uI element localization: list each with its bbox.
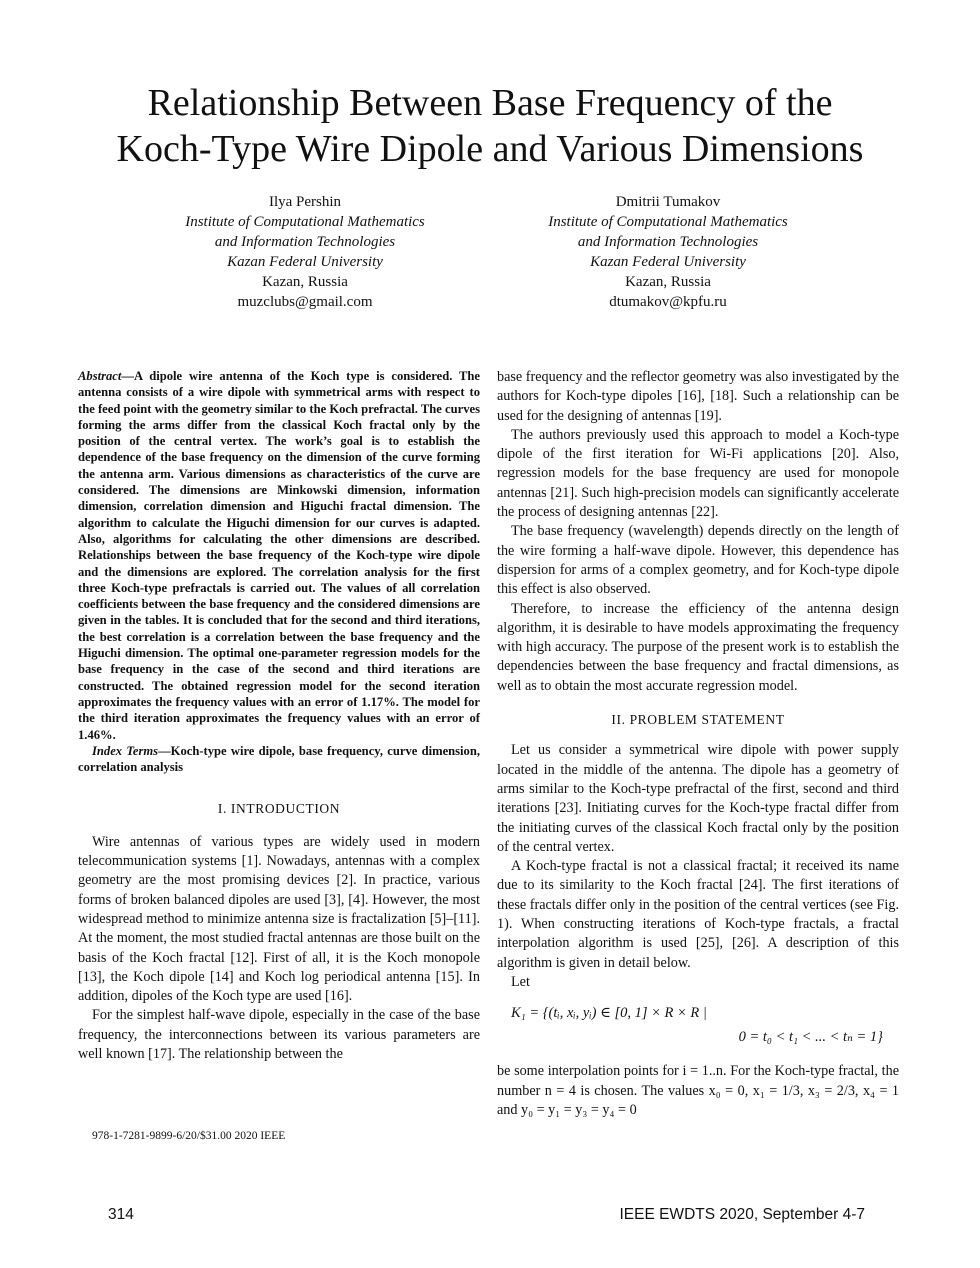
author-name: Ilya Pershin bbox=[268, 194, 342, 210]
author-affiliation: and Information Technologies bbox=[577, 234, 759, 250]
author-email: dtumakov@kpfu.ru bbox=[609, 294, 727, 310]
author-university: Kazan Federal University bbox=[227, 254, 383, 270]
index-terms bbox=[78, 743, 480, 776]
author-city: Kazan, Russia bbox=[262, 274, 348, 290]
left-column bbox=[78, 368, 480, 1064]
abstract-lead: Abstract bbox=[78, 369, 122, 383]
section-heading-problem-statement: II. PROBLEM STATEMENT bbox=[611, 712, 785, 728]
author-city: Kazan, Russia bbox=[625, 274, 711, 290]
paragraph: Let us consider a symmetrical wire dipole with power supply located in the middle of the antenna. The dipole has a geometry of arms similar to the Koch-type prefractal of the first, second and third iterations [23]. Initiating curves for the Koch-type fractal differ from the initiating curves of the classical Koch fractal only by the position of the central vertex. bbox=[497, 742, 899, 855]
author-name: Dmitrii Tumakov bbox=[615, 194, 721, 210]
paragraph: be some interpolation points for i = 1..n. For the Koch-type fractal, the number n = 4 is chosen. The values x₀ = 0, x₁ = 1/3, x₃ = 2/3, x₄ = 1 and y₀ = y₁ = y₃ = y₄ = 0 bbox=[497, 1063, 899, 1118]
equation-line-1: K₁ = {(tᵢ, xᵢ, yᵢ) ∈ [0, 1] × R × R | bbox=[511, 1005, 707, 1022]
title-line-1: Relationship Between Base Frequency of the bbox=[147, 82, 833, 124]
author-affiliation: Institute of Computational Mathematics bbox=[548, 214, 788, 230]
index-terms-text: —Koch-type wire dipole, base frequency, curve dimension, correlation analysis bbox=[78, 743, 481, 775]
abstract bbox=[78, 368, 480, 743]
paragraph: The authors previously used this approach to model a Koch-type dipole of the first iteration for Wi-Fi applications [20]. Also, regression models for the base frequency are used for monopole antennas [21]. Such high-precision models can significantly accelerate the process of designing antennas [22]. bbox=[497, 426, 899, 521]
paragraph: Wire antennas of various types are widely used in modern telecommunication systems [1]. Nowadays, antennas with a complex geometry are the most promising devices [2]. In practice, various forms of broken balanced dipoles are used [3], [4]. However, the most widespread method to minimize antenna size is fractalization [5]–[11]. At the moment, the most studied fractal antennas are those built on the basis of the Koch fractal [12]. First of all, it is the Koch monopole [13], the Koch dipole [14] and Koch log periodical antenna [15]. In addition, dipoles of the Koch type are used [16]. bbox=[78, 833, 480, 1005]
author-affiliation: and Information Technologies bbox=[214, 234, 396, 250]
paragraph: For the simplest half-wave dipole, especially in the case of the base frequency, the interconnections between its various parameters are well known [17]. The relationship between the bbox=[78, 1007, 480, 1062]
paragraph: Let bbox=[511, 973, 530, 990]
equation-line-2: 0 = t₀ < t₁ < ... < tₙ = 1} bbox=[738, 1029, 883, 1046]
author-affiliation: Institute of Computational Mathematics bbox=[185, 214, 425, 230]
author-block-2 bbox=[503, 192, 833, 312]
copyright-notice: 978-1-7281-9899-6/20/$31.00 2020 IEEE bbox=[92, 1130, 286, 1142]
paragraph: The base frequency (wavelength) depends directly on the length of the wire forming a half-wave dipole. However, this dependence has dispersion for arms of a complex geometry, and for Koch-type dipole this effect is also observed. bbox=[497, 523, 899, 598]
paragraph: A Koch-type fractal is not a classical fractal; it received its name due to its similarity to the Koch fractal [24]. The first iterations of these fractals differ only in the position of the central vertices (see Fig. 1). When constructing iterations of Koch-type fractals, a fractal interpolation algorithm is used [25], [26]. A description of this algorithm is given in detail below. bbox=[497, 858, 899, 971]
paragraph: base frequency and the reflector geometry was also investigated by the authors for Koch-type dipoles [16], [18]. Such a relationship can be used for the designing of antennas [19]. bbox=[497, 369, 899, 424]
page-number: 314 bbox=[108, 1206, 134, 1223]
title-line-2: Koch-Type Wire Dipole and Various Dimensions bbox=[116, 128, 864, 170]
right-column bbox=[497, 368, 899, 1120]
section-heading-introduction: I. INTRODUCTION bbox=[217, 801, 341, 817]
author-university: Kazan Federal University bbox=[590, 254, 746, 270]
author-email: muzclubs@gmail.com bbox=[237, 294, 373, 310]
equation-k1 bbox=[497, 1002, 899, 1056]
index-terms-lead: Index Terms bbox=[92, 743, 159, 758]
paper-title bbox=[40, 80, 940, 172]
author-block-1 bbox=[140, 192, 470, 312]
conference-footer: IEEE EWDTS 2020, September 4-7 bbox=[619, 1206, 865, 1223]
abstract-text: —A dipole wire antenna of the Koch type is considered. The antenna consists of a wire dipole with symmetrical arms with respect to the feed point with the geometry similar to the Koch prefractal. The curves forming the arms differ from the classical Koch fractal only by the position of the central vertex. The work’s goal is to establish the dependence of the base frequency on the dimension of the curve forming the antenna arm. Various dimensions as characteristics of the curve are considered. The dimensions are Minkowski dimension, information dimension, correlation dimension and Higuchi fractal dimension. The algorithm to calculate the Higuchi dimension for our curves is adapted. Also, algorithms for calculating the other dimensions are described. Relationships between the base frequency of the Koch-type wire dipole and the dimensions are explored. The correlation analysis for the first three Koch-type prefractals is carried out. The values of all correlation coefficients between the base frequency and the considered dimensions are given in the tables. It is concluded that for the second and third iterations, the best correlation is a correlation between the base frequency and the Higuchi dimension. The optimal one-parameter regression models for the base frequency in the case of the second and third iterations are constructed. The obtained regression model for the second iteration approximates the frequency values with an error of 1.17%. The model for the third iteration approximates the frequency values with an error of 1.46%. bbox=[78, 369, 480, 742]
paragraph: Therefore, to increase the efficiency of the antenna design algorithm, it is desirable to have models approximating the frequency with high accuracy. The purpose of the present work is to establish the dependencies between the base frequency and fractal dimensions, as well as to obtain the most accurate regression model. bbox=[497, 600, 899, 694]
